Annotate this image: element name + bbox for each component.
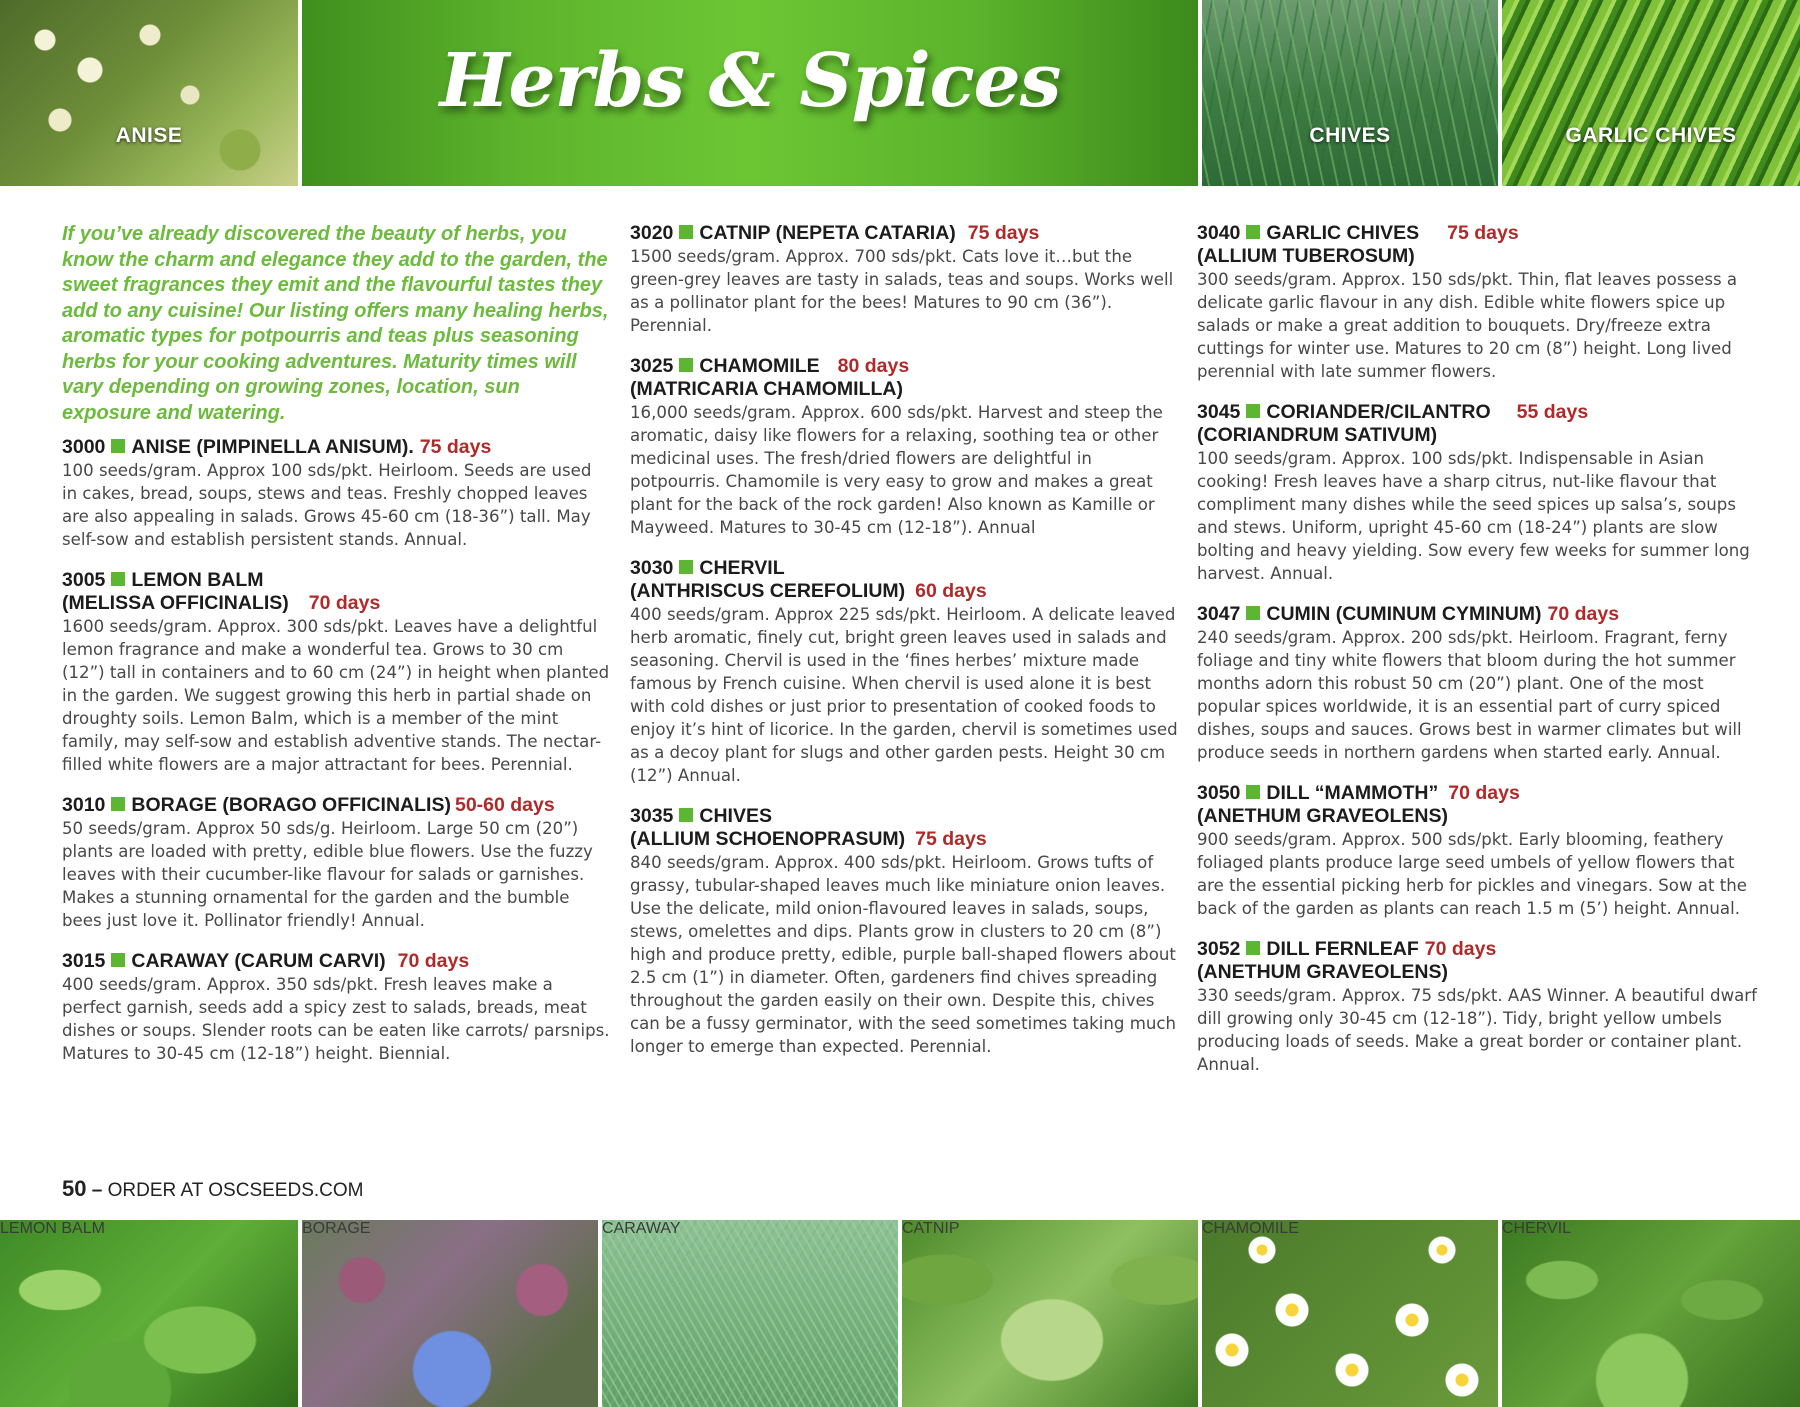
product-code: 3035 xyxy=(630,805,674,827)
green-square-icon xyxy=(111,572,125,586)
product-name: BORAGE (BORAGO OFFICINALIS) xyxy=(131,794,451,816)
product-heading xyxy=(630,557,1180,580)
product-name: ANISE (PIMPINELLA ANISUM). xyxy=(131,436,414,458)
product-entry xyxy=(1197,938,1757,1076)
product-heading xyxy=(62,794,610,817)
days-to-maturity: 70 days xyxy=(1448,782,1520,804)
product-heading xyxy=(1197,938,1757,961)
green-square-icon xyxy=(1246,404,1260,418)
product-code: 3000 xyxy=(62,436,106,458)
product-name: GARLIC CHIVES xyxy=(1266,222,1420,244)
page-number: 50 xyxy=(62,1176,87,1201)
borage-photo xyxy=(302,1220,598,1407)
product-heading xyxy=(62,436,610,459)
green-square-icon xyxy=(1246,941,1260,955)
product-name: CHIVES xyxy=(699,805,772,827)
photo-caption: CHIVES xyxy=(1309,124,1391,147)
product-heading xyxy=(62,569,610,592)
photo-caption: CHAMOMILE xyxy=(1202,1220,1299,1237)
botanical-name: (MATRICARIA CHAMOMILLA) xyxy=(630,378,903,400)
product-description: 400 seeds/gram. Approx 225 sds/pkt. Heirloom. A delicate leaved herb aromatic, finely cut, bright green leaves used in salads and seasoning. Chervil is used in the ‘fines herbes’ mixture made famous by French cuisine. When chervil is used alone it is best with cold dishes or just prior to presentation of cooked foods to enjoy it’s hint of licorice. In the garden, chervil is sometimes used as a decoy plant for slugs and other garden pests. Height 30 cm (12”) Annual. xyxy=(630,605,1178,785)
footer-dash: – xyxy=(91,1180,103,1201)
days-to-maturity: 70 days xyxy=(1424,938,1497,960)
product-code: 3047 xyxy=(1197,603,1241,625)
caraway-photo xyxy=(602,1220,898,1407)
product-heading xyxy=(630,222,1180,245)
title-banner xyxy=(302,0,1198,186)
green-square-icon xyxy=(111,797,125,811)
product-name: CATNIP (NEPETA CATARIA) xyxy=(699,222,956,244)
green-square-icon xyxy=(679,808,693,822)
order-link[interactable]: ORDER AT OSCSEEDS.COM xyxy=(107,1180,364,1201)
catnip-photo xyxy=(902,1220,1198,1407)
page-footer xyxy=(62,1176,363,1202)
product-entry xyxy=(62,950,610,1065)
green-square-icon xyxy=(679,358,693,372)
product-heading xyxy=(1197,782,1757,805)
days-to-maturity: 80 days xyxy=(837,355,910,377)
days-to-maturity: 50-60 days xyxy=(454,794,555,816)
garlic-chives-photo xyxy=(1502,0,1800,186)
product-name: CARAWAY (CARUM CARVI) xyxy=(131,950,386,972)
product-name: CHAMOMILE xyxy=(699,355,820,377)
days-to-maturity: 55 days xyxy=(1516,401,1589,423)
product-code: 3030 xyxy=(630,557,674,579)
product-entry xyxy=(630,557,1180,787)
botanical-name: (ALLIUM TUBEROSUM) xyxy=(1197,245,1415,267)
column-1 xyxy=(62,222,610,1083)
days-to-maturity: 60 days xyxy=(915,580,987,602)
lemon-balm-photo xyxy=(0,1220,298,1407)
days-to-maturity: 70 days xyxy=(397,950,470,972)
product-code: 3020 xyxy=(630,222,674,244)
intro-paragraph: If you’ve already discovered the beauty of herbs, you know the charm and elegance they add to the garden, the sweet fragrances they emit and the flavourful tastes they add to any cuisine! Our listing offers many healing herbs, aromatic types for potpourris and teas plus seasoning herbs for your cooking adventures. Maturity times will vary depending on growing zones, location, sun exposure and watering. xyxy=(62,223,609,424)
chamomile-photo xyxy=(1202,1220,1498,1407)
product-name: DILL FERNLEAF xyxy=(1266,938,1419,960)
page-title: Herbs & Spices xyxy=(439,38,1061,124)
product-entry xyxy=(62,436,610,551)
top-photo-banner xyxy=(0,0,1800,186)
product-code: 3040 xyxy=(1197,222,1241,244)
photo-caption: BORAGE xyxy=(302,1220,371,1237)
product-description: 300 seeds/gram. Approx. 150 sds/pkt. Thin, flat leaves possess a delicate garlic flavour in any dish. Edible white flowers spice up salads or make a great addition to bouquets. Dry/freeze extra cuttings for winter use. Matures to 20 cm (8”) height. Long lived perennial with late summer flowers. xyxy=(1197,270,1738,381)
chives-photo xyxy=(1202,0,1498,186)
product-description: 100 seeds/gram. Approx 100 sds/pkt. Heirloom. Seeds are used in cakes, bread, soups, stews and teas. Freshly chopped leaves are also appealing in salads. Grows 45-60 cm (18-36”) tall. May self-sow and establish persistent stands. Annual. xyxy=(62,461,592,549)
product-code: 3050 xyxy=(1197,782,1241,804)
product-code: 3015 xyxy=(62,950,106,972)
anise-photo xyxy=(0,0,298,186)
product-description: 100 seeds/gram. Approx. 100 sds/pkt. Indispensable in Asian cooking! Fresh leaves have a sharp citrus, nut-like flavour that compliment many dishes while the seed spices up salsa’s, soups and stews. Uniform, upright 45-60 cm (18-24”) plants are slow bolting and heavy yielding. Sow every few weeks for summer long harvest. Annual. xyxy=(1197,449,1750,583)
product-description: 1500 seeds/gram. Approx. 700 sds/pkt. Cats love it…but the green-grey leaves are tasty in salads, teas and soups. Works well as a pollinator plant for the bees! Matures to 90 cm (36”). Perennial. xyxy=(630,247,1174,335)
product-code: 3052 xyxy=(1197,938,1241,960)
product-heading xyxy=(1197,603,1757,626)
product-entry xyxy=(630,805,1180,1058)
photo-caption: LEMON BALM xyxy=(0,1220,105,1237)
botanical-name: (MELISSA OFFICINALIS) xyxy=(62,592,289,614)
column-2 xyxy=(630,222,1180,1076)
botanical-name: (ANETHUM GRAVEOLENS) xyxy=(1197,805,1448,827)
product-name: LEMON BALM xyxy=(131,569,264,591)
days-to-maturity: 70 days xyxy=(308,592,381,614)
botanical-name-line xyxy=(630,828,1180,851)
product-description: 840 seeds/gram. Approx. 400 sds/pkt. Heirloom. Grows tufts of grassy, tubular-shaped leaves much like miniature onion leaves. Use the delicate, mild onion-flavoured leaves in salads, soups, stews, omelettes and dips. Plants grow in clusters to 20 cm (8”) high and produce pretty, edible, purple ball-shaped flowers about 2.5 cm (1”) in diameter. Often, gardeners find chives spreading throughout the garden easily on their own. Despite this, chives can be a fussy germinator, with the seed sometimes taking much longer to emerge than expected. Perennial. xyxy=(630,853,1177,1056)
botanical-name: (CORIANDRUM SATIVUM) xyxy=(1197,424,1438,446)
green-square-icon xyxy=(111,953,125,967)
product-code: 3005 xyxy=(62,569,106,591)
product-entry xyxy=(1197,782,1757,920)
days-to-maturity: 75 days xyxy=(419,436,492,458)
product-code: 3010 xyxy=(62,794,106,816)
product-name: CUMIN (CUMINUM CYMINUM) xyxy=(1266,603,1542,625)
green-square-icon xyxy=(111,439,125,453)
column-3 xyxy=(1197,222,1757,1094)
botanical-name: (ALLIUM SCHOENOPRASUM) xyxy=(630,828,906,850)
product-code: 3025 xyxy=(630,355,674,377)
botanical-name-line xyxy=(62,592,610,615)
product-entry xyxy=(630,222,1180,337)
days-to-maturity: 75 days xyxy=(967,222,1040,244)
photo-caption: CATNIP xyxy=(902,1220,960,1237)
days-to-maturity: 75 days xyxy=(1447,222,1519,244)
bottom-photo-strip xyxy=(0,1220,1800,1407)
product-description: 900 seeds/gram. Approx. 500 sds/pkt. Early blooming, feathery foliaged plants produce large seed umbels of yellow flowers that are the essential picking herb for pickles and vinegars. Sow at the back of the garden as plants can reach 1.5 m (5’) height. Annual. xyxy=(1197,830,1747,918)
product-description: 1600 seeds/gram. Approx. 300 sds/pkt. Leaves have a delightful lemon fragrance and make a wonderful tea. Grows to 30 cm (12”) tall in containers and to 60 cm (24”) in height when planted in the garden. We suggest growing this herb in partial shade on droughty soils. Lemon Balm, which is a member of the mint family, may self-sow and establish adventive stands. The nectar-filled white flowers are a major attractant for bees. Perennial. xyxy=(62,617,610,774)
product-entry xyxy=(630,355,1180,539)
days-to-maturity: 70 days xyxy=(1547,603,1620,625)
product-description: 400 seeds/gram. Approx. 350 sds/pkt. Fresh leaves make a perfect garnish, seeds add a spicy zest to salads, breads, meat dishes or soups. Slender roots can be eaten like carrots/ parsnips. Matures to 30-45 cm (12-18”) height. Biennial. xyxy=(62,975,610,1063)
chervil-photo xyxy=(1502,1220,1800,1407)
botanical-name-line xyxy=(630,580,1180,603)
green-square-icon xyxy=(1246,225,1260,239)
product-heading xyxy=(1197,222,1757,245)
botanical-name: (ANETHUM GRAVEOLENS) xyxy=(1197,961,1448,983)
photo-caption: GARLIC CHIVES xyxy=(1565,124,1737,147)
green-square-icon xyxy=(1246,606,1260,620)
product-heading xyxy=(1197,401,1757,424)
product-description: 330 seeds/gram. Approx. 75 sds/pkt. AAS Winner. A beautiful dwarf dill growing only 30-45 cm (12-18”). Tidy, bright yellow umbels producing loads of seeds. Make a great border or container plant. Annual. xyxy=(1197,986,1757,1074)
green-square-icon xyxy=(679,225,693,239)
product-name: CORIANDER/CILANTRO xyxy=(1266,401,1491,423)
product-entry xyxy=(62,569,610,776)
product-description: 16,000 seeds/gram. Approx. 600 sds/pkt. Harvest and steep the aromatic, daisy like flowers for a relaxing, soothing tea or other medicinal uses. The fresh/dried flowers are delightful in potpourris. Chamomile is very easy to grow and makes a great plant for the back of the rock garden! Also known as Kamille or Mayweed. Matures to 30-45 cm (12-18”). Annual xyxy=(630,403,1163,537)
photo-caption: ANISE xyxy=(115,124,183,147)
product-entry xyxy=(62,794,610,932)
product-description: 240 seeds/gram. Approx. 200 sds/pkt. Heirloom. Fragrant, ferny foliage and tiny white flowers that bloom during the hot summer months adorn this robust 50 cm (20”) plant. One of the most popular spices worldwide, it is an essential part of curry spiced dishes, soups and sauces. Grows best in warmer climates but will produce seeds in northern gardens when started early. Annual. xyxy=(1197,628,1742,762)
product-entry xyxy=(1197,603,1757,764)
product-heading xyxy=(62,950,610,973)
photo-caption: CARAWAY xyxy=(602,1220,681,1237)
botanical-name: (ANTHRISCUS CEREFOLIUM) xyxy=(630,580,906,602)
product-name: CHERVIL xyxy=(699,557,785,579)
green-square-icon xyxy=(679,560,693,574)
product-heading xyxy=(630,355,1180,378)
days-to-maturity: 75 days xyxy=(915,828,987,850)
product-entry xyxy=(1197,222,1757,383)
product-name: DILL “MAMMOTH” xyxy=(1266,782,1439,804)
green-square-icon xyxy=(1246,785,1260,799)
product-description: 50 seeds/gram. Approx 50 sds/g. Heirloom. Large 50 cm (20”) plants are loaded with pretty, edible blue flowers. Use the fuzzy leaves with their cucumber-like flavour for salads or garnishes. Makes a stunning ornamental for the garden and the bumble bees just love it. Pollinator friendly! Annual. xyxy=(62,819,593,930)
product-code: 3045 xyxy=(1197,401,1241,423)
product-heading xyxy=(630,805,1180,828)
product-entry xyxy=(1197,401,1757,585)
photo-caption: CHERVIL xyxy=(1502,1220,1572,1237)
